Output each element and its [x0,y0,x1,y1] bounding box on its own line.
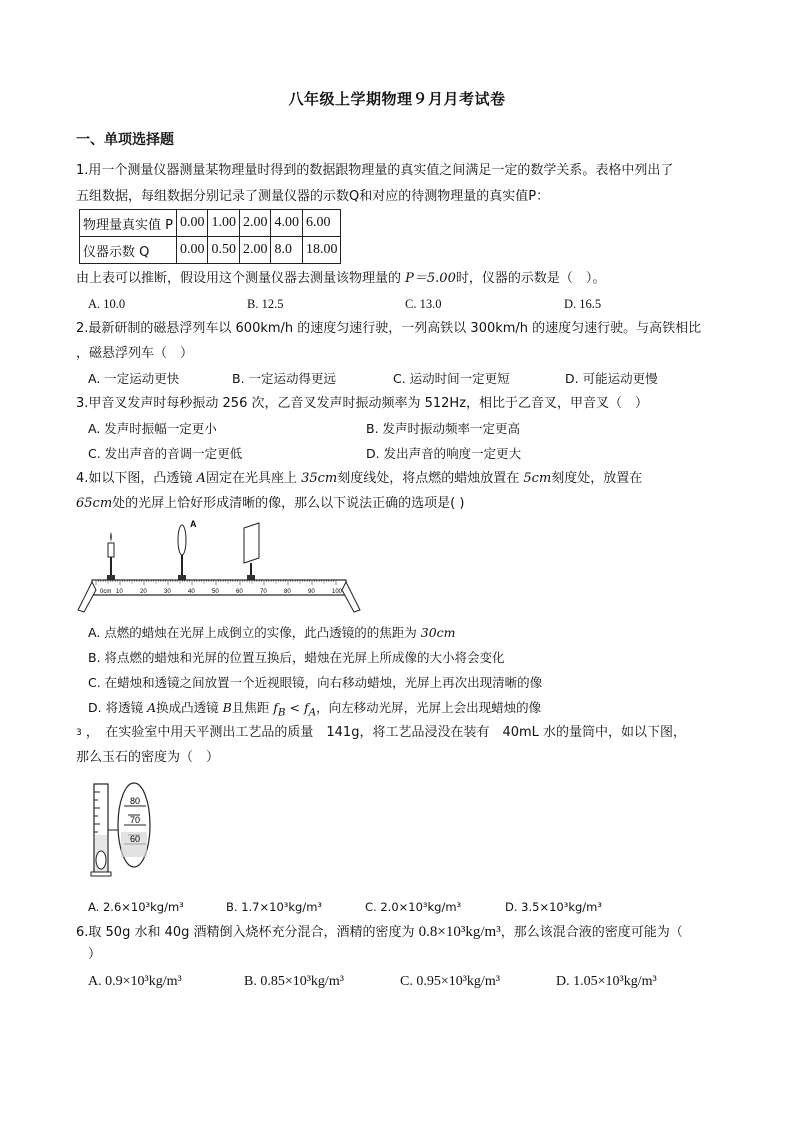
light-screen-icon [244,523,259,577]
ruler-tick-label: 60 [236,589,243,595]
q5-line-2: 那么玉石的密度为（ ） [76,750,220,765]
q1-inference-line [76,270,605,288]
q2-option-c[interactable]: C. 运动时间一定更短 [393,371,510,386]
q4-line-1 [76,470,642,488]
q6-line-1 [76,923,683,942]
q4-math: 65cm [76,496,113,511]
convex-lens-icon [178,525,186,577]
q6-option-c[interactable]: C. 0.95×10³kg/m³ [400,974,500,989]
table-cell: 2.00 [239,237,271,264]
q6-text: ，那么该混合液的密度可能为（ [500,925,683,940]
q4-text: 固定在光具座上 [205,471,297,486]
q6-line-2: ） [88,947,102,962]
q5-line-1 [76,724,686,742]
q1-line-1: 1.用一个测量仪器测量某物理量时得到的数据跟物理量的真实值之间满足一定的数学关系。表格中列出了 [76,163,674,178]
table-cell: 4.00 [271,210,303,237]
q5-option-b[interactable]: B. 1.7×10³kg/m³ [226,900,323,914]
q1-option-d[interactable]: D. 16.5 [564,297,602,311]
q5-option-c[interactable]: C. 2.0×10³kg/m³ [365,900,462,914]
q4-option-d-math: A [308,706,317,719]
graduated-cylinder-figure [88,780,158,880]
q4-option-a-text: A. 点燃的蜡烛在光屏上成倒立的实像，此凸透镜的的焦距为 [88,625,417,640]
q2-option-b[interactable]: B. 一定运动得更远 [232,371,337,386]
q5-text: ， 在实验室中用天平测出工艺品的质量 141g，将工艺品浸没在装有 40mL 水的量筒中，如以下图， [85,725,687,740]
ruler-tick-label: 20 [140,589,147,595]
q4-option-a-math: 30cm [420,625,456,640]
q4-option-c[interactable]: C. 在蜡烛和透镜之间放置一个近视眼镜，向右移动蜡烛，光屏上再次出现清晰的像 [88,675,543,690]
ruler-tick-label: 30 [164,589,171,595]
table-row-header: 仪器示数 Q [80,237,177,264]
ruler-tick-label: 0cm [100,589,112,595]
q1-option-c[interactable]: C. 13.0 [405,297,442,311]
ruler-tick-label: 50 [212,589,219,595]
ruler-tick-label: 80 [284,589,291,595]
ruler-tick-label: 90 [308,589,315,595]
q3-option-a[interactable]: A. 发声时振幅一定更小 [88,421,217,436]
q4-text: 刻度处，放置在 [551,471,643,486]
q4-option-a[interactable] [88,624,456,642]
q1-option-b[interactable]: B. 12.5 [247,297,284,311]
q2-option-a[interactable]: A. 一定运动更快 [88,371,180,386]
ruler-tick-label: 10 [116,589,123,595]
q4-option-d-math: < f [285,700,309,715]
q1-option-a[interactable]: A. 10.0 [88,297,126,311]
q6-text: 6.取 50g 水和 40g 酒精倒入烧杯充分混合，酒精的密度为 [76,925,415,940]
q5-option-a[interactable]: A. 2.6×10³kg/m³ [88,900,184,914]
q4-text: 处的光屏上恰好形成清晰的像，那么以下说法正确的选项是( ) [112,496,465,511]
q4-option-d-text: 换成凸透镜 [156,700,219,715]
q4-math: 35cm [301,471,338,486]
q4-option-d[interactable] [88,699,541,722]
q6-math: 0.8×10³kg/m³ [418,924,501,940]
q2-line-2: ，磁悬浮列车（ ） [76,346,194,361]
ruler-tick-label: 100 [332,589,343,595]
ruler-tick-label: 70 [260,589,267,595]
optical-bench-figure [74,518,364,618]
table-cell: 8.0 [271,237,303,264]
scale-label: 80 [130,796,141,806]
q1-inference-math: P＝5.00 [405,271,456,286]
table-row [80,210,341,237]
q3-line-1: 3.甲音叉发声时每秒振动 256 次，乙音叉发声时振动频率为 512Hz，相比于乙音叉，甲音叉（ ） [76,396,649,411]
q5-number: 3 [76,728,82,738]
table-cell: 6.00 [302,210,341,237]
q4-math: 5cm [523,471,552,486]
q4-option-d-math: f [273,700,278,715]
magnified-scale [118,783,150,867]
q6-option-a[interactable]: A. 0.9×10³kg/m³ [88,974,182,989]
q4-option-d-math: A [147,700,157,715]
q4-line-2 [76,495,464,513]
table-cell: 18.00 [302,237,341,264]
q3-option-c[interactable]: C. 发出声音的音调一定更低 [88,446,243,461]
candle-icon [108,532,114,577]
table-cell: 0.00 [176,210,208,237]
table-cell: 0.50 [208,237,240,264]
scale-label: 60 [130,834,141,844]
q4-option-d-text: ，向左移动光屏，光屏上会出现蜡烛的像 [316,700,542,715]
table-row-header: 物理量真实值 P [80,210,177,237]
q6-option-b[interactable]: B. 0.85×10³kg/m³ [244,974,344,989]
q2-option-d[interactable]: D. 可能运动更慢 [565,371,658,386]
q4-option-d-text: D. 将透镜 [88,700,144,715]
q1-line-2: 五组数据，每组数据分别记录了测量仪器的示数Q和对应的待测物理量的真实值P： [76,189,550,204]
page-title: 八年级上学期物理９月月考试卷 [288,90,506,108]
q6-option-d[interactable]: D. 1.05×10³kg/m³ [556,974,657,989]
q4-math: A [196,471,206,486]
focal-inequality [273,700,317,719]
q4-text: 刻度线处，将点燃的蜡烛放置在 [337,471,520,486]
table-row [80,237,341,264]
q5-option-d[interactable]: D. 3.5×10³kg/m³ [505,900,602,914]
q4-option-d-text: 且焦距 [231,700,270,715]
table-cell: 1.00 [208,210,240,237]
table-cell: 0.00 [176,237,208,264]
q1-inference-text: 由上表可以推断，假设用这个测量仪器去测量该物理量的 [76,271,402,286]
ruler-bench [78,580,360,612]
table-cell: 2.00 [239,210,271,237]
scale-label: 70 [130,815,141,825]
q1-data-table [79,209,341,264]
q3-option-d[interactable]: D. 发出声音的响度一定更大 [366,446,522,461]
q4-option-d-math: B [277,706,286,719]
q2-line-1: 2.最新研制的磁悬浮列车以 600km/h 的速度匀速行驶，一列高铁以 300km/h 的速度匀速行驶。与高铁相比 [76,321,702,336]
lens-label: A [190,519,197,529]
q4-option-d-math: B [222,700,232,715]
section-heading: 一、单项选择题 [76,132,174,148]
q4-text: 4.如以下图，凸透镜 [76,471,193,486]
q1-inference-tail: 时，仪器的示数是（ ）。 [455,271,606,286]
q4-option-b[interactable]: B. 将点燃的蜡烛和光屏的位置互换后，蜡烛在光屏上所成像的大小将会变化 [88,650,505,665]
q3-option-b[interactable]: B. 发声时振动频率一定更高 [366,421,521,436]
ruler-tick-label: 40 [188,589,195,595]
